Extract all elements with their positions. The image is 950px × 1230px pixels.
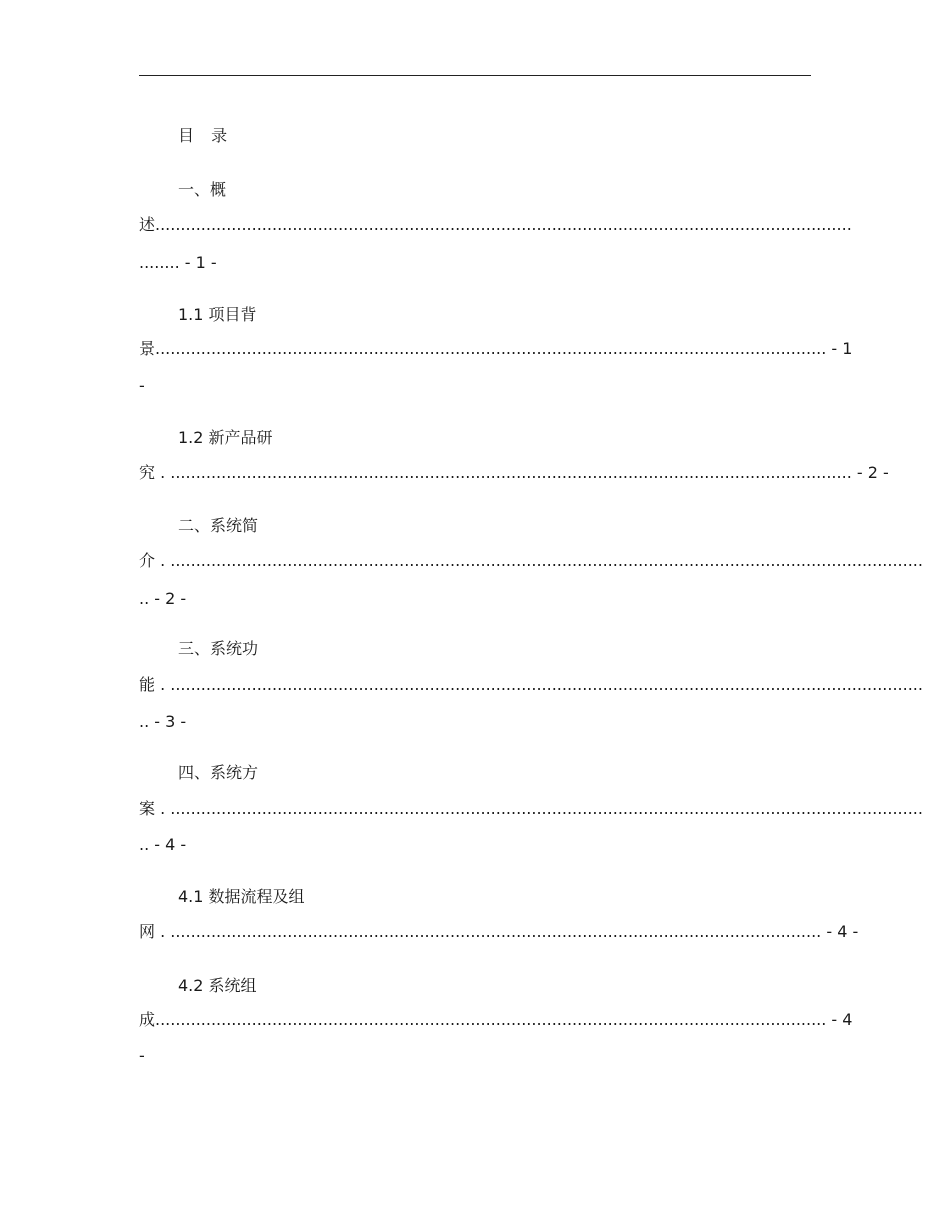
toc-entry-4-heading: 四、系统方: [178, 763, 259, 782]
toc-entry-3-heading: 三、系统功: [178, 639, 259, 658]
toc-entry-4-page: .. - 4 -: [139, 835, 187, 854]
toc-entry-4-2-heading: 4.2 系统组: [178, 976, 257, 995]
header-rule: [139, 75, 811, 76]
toc-entry-2-page: .. - 2 -: [139, 589, 187, 608]
toc-entry-4-leader: 案 . ....................................................................................................................................................: [139, 799, 923, 818]
toc-entry-1-1-page: -: [139, 376, 145, 395]
toc-entry-1-leader: 述.........................................................................................................................................: [139, 215, 852, 234]
toc-entry-1-2-heading: 1.2 新产品研: [178, 428, 273, 447]
toc-entry-2-leader: 介 . ....................................................................................................................................................: [139, 551, 923, 570]
toc-entry-1-1-leader: 景.................................................................................................................................... - 1: [139, 339, 853, 358]
toc-entry-1-heading: 一、概: [178, 180, 227, 199]
toc-entry-1-1-heading: 1.1 项目背: [178, 305, 257, 324]
toc-entry-2-heading: 二、系统简: [178, 516, 259, 535]
toc-entry-1-page: ........ - 1 -: [139, 253, 217, 272]
toc-entry-4-1-heading: 4.1 数据流程及组: [178, 887, 305, 906]
toc-entry-3-page: .. - 3 -: [139, 712, 187, 731]
toc-entry-4-1-leader: 网 . ................................................................................................................................ - 4 -: [139, 922, 859, 941]
toc-entry-1-2-leader: 究 . ...................................................................................................................................... - 2 -: [139, 463, 889, 482]
toc-title: 目 录: [178, 126, 234, 145]
toc-entry-4-2-leader: 成.................................................................................................................................... - 4: [139, 1010, 853, 1029]
toc-entry-3-leader: 能 . ....................................................................................................................................................: [139, 675, 923, 694]
toc-entry-4-2-page: -: [139, 1046, 145, 1065]
